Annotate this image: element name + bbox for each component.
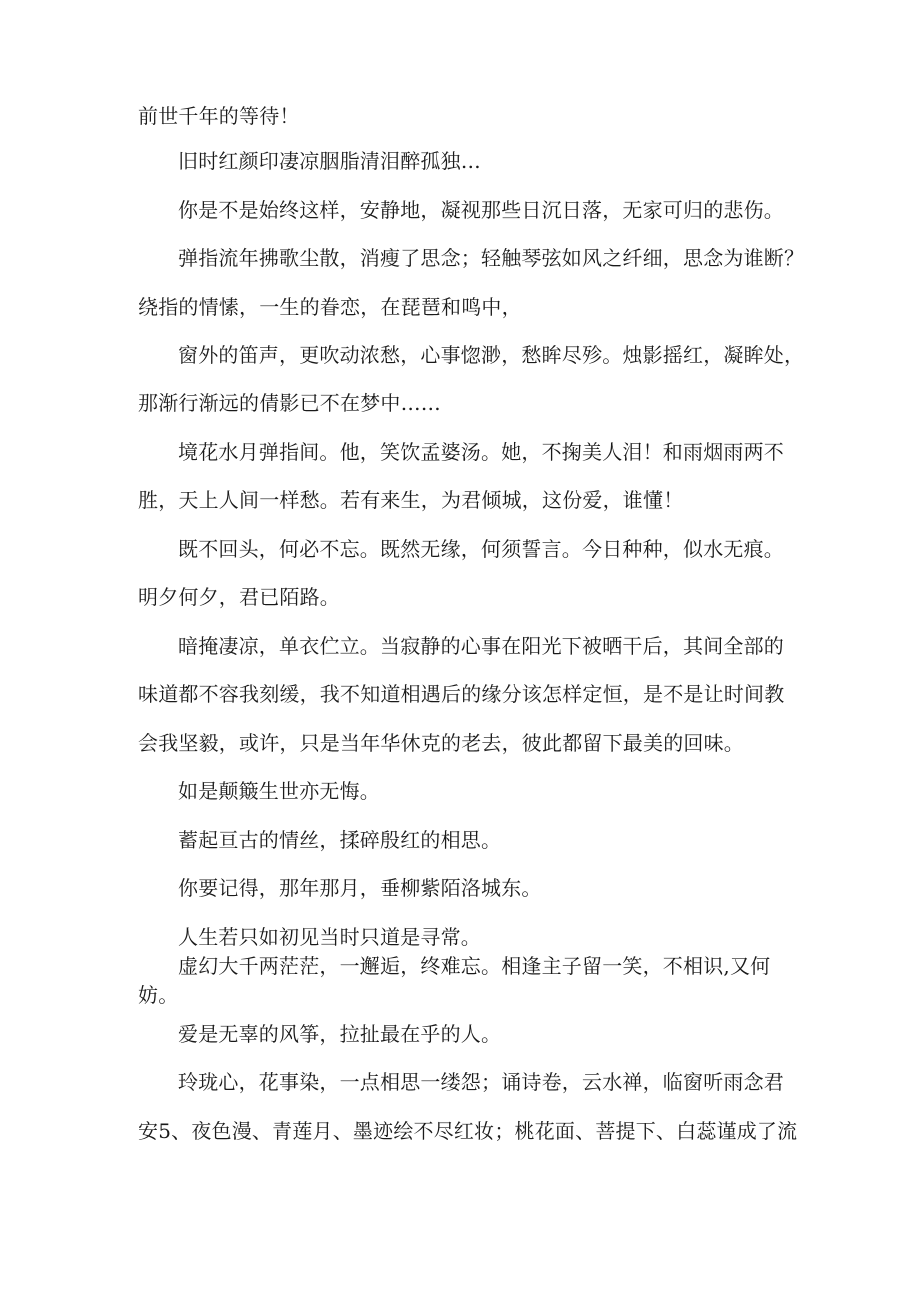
text-line: 既不回头，何必不忘。既然无缘，何须誓言。今日种种，似水无痕。	[178, 537, 784, 561]
text-line: 爱是无辜的风筝，拉扯最在乎的人。	[178, 1022, 502, 1046]
text-line: 前世千年的等待！	[138, 104, 300, 128]
text-line: 安5、夜色漫、青莲月、墨迹绘不尽红妆；桃花面、菩提下、白蕊谨成了流	[138, 1119, 798, 1143]
text-line: 你要记得，那年那月，垂柳紫陌洛城东。	[178, 876, 542, 900]
text-line: 人生若只如初见当时只道是寻常。	[178, 925, 481, 949]
text-line: 旧时红颜印凄凉胭脂清泪醉孤独…	[178, 149, 481, 173]
text-line: 窗外的笛声，更吹动浓愁，心事惚渺，愁眸尽殄。烛影摇红，凝眸处，	[178, 343, 805, 367]
text-line: 弹指流年拂歌尘散，消瘦了思念；轻触琴弦如风之纤细，思念为谁断？	[178, 246, 805, 270]
text-line: 绕指的情愫，一生的眷恋，在琵琶和鸣中，	[138, 295, 522, 319]
text-line: 境花水月弹指间。他，笑饮孟婆汤。她，不掬美人泪！和雨烟雨两不	[178, 440, 784, 464]
text-line: 妨。	[138, 983, 179, 1007]
text-line: 如是颠簸生世亦无悔。	[178, 779, 380, 803]
text-line: 你是不是始终这样，安静地，凝视那些日沉日落，无家可归的悲伤。	[178, 198, 784, 222]
text-line: 明夕何夕，君已陌路。	[138, 585, 340, 609]
text-line: 暗掩凄凉，单衣伫立。当寂静的心事在阳光下被晒干后，其间全部的	[178, 634, 784, 658]
text-line: 味道都不容我刻缓，我不知道相遇后的缘分该怎样定恒，是不是让时间教	[138, 682, 785, 706]
text-line: 胜，天上人间一样愁。若有来生，为君倾城，这份爱，谁懂！	[138, 488, 684, 512]
text-line: 玲珑心，花事染，一点相思一缕怨；诵诗卷，云水禅，临窗听雨念君	[178, 1070, 784, 1094]
text-line: 那渐行渐远的倩影已不在梦中……	[138, 391, 441, 415]
text-line: 虚幻大千两茫茫，一邂逅，终难忘。相逢主子留一笑，不相识,又何	[178, 954, 771, 978]
text-line: 会我坚毅，或许，只是当年华休克的老去，彼此都留下最美的回味。	[138, 731, 744, 755]
text-line: 蓄起亘古的情丝，揉碎殷红的相思。	[178, 828, 502, 852]
